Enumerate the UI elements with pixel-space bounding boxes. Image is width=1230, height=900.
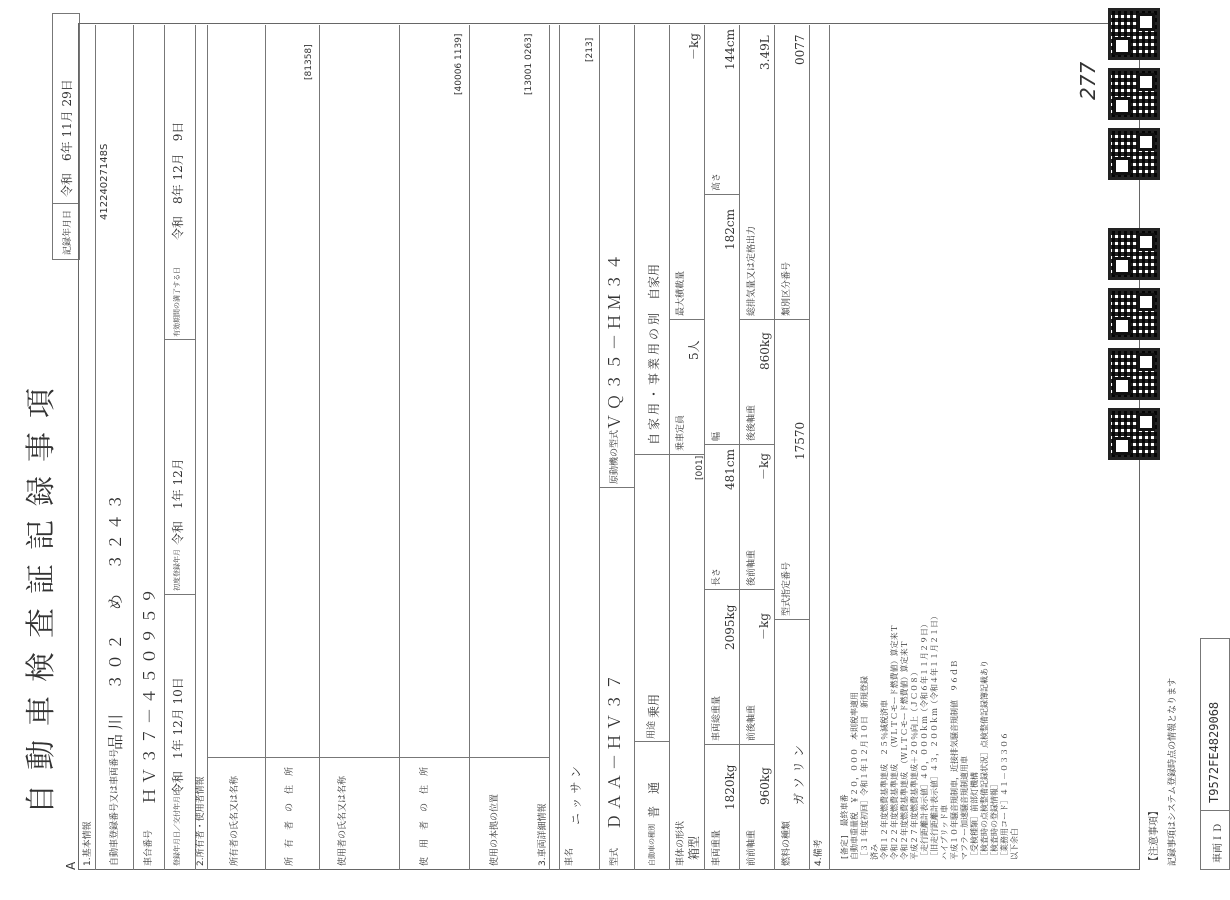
displacement-label: 総排気量又は定格出力 xyxy=(747,225,757,316)
capacity-value: 5人 xyxy=(687,340,701,360)
model-value: ＤＡＡ－ＨＶ３７ xyxy=(605,669,624,830)
user-address-code: [40006 1139] xyxy=(454,33,464,95)
front-rear-axle-value: －kg xyxy=(757,613,771,640)
notes-title: 【注意事項】 xyxy=(1149,806,1160,866)
base-location-label: 使用の本拠の位置 xyxy=(490,793,500,866)
remarks-line: マフラー加速騒音規制適用車 xyxy=(960,756,969,860)
body-code: [001] xyxy=(695,455,705,480)
record-date-value: 令和 6年 11月 29日 xyxy=(60,79,74,197)
remarks-line: 令和１２年度燃費基準達成 ２５％減税済車 xyxy=(880,700,889,860)
vehicle-id-label: 車両ＩＤ xyxy=(1213,823,1224,863)
maker-code: [213] xyxy=(585,37,595,62)
remarks-line: ハイブリッド車 xyxy=(940,804,949,860)
max-load-value: －kg xyxy=(687,33,701,60)
capacity-label: 乗車定員 xyxy=(676,414,686,451)
rear-front-axle-label: 後前軸重 xyxy=(747,549,757,586)
front-rear-axle-label: 前後軸重 xyxy=(747,704,757,741)
vehicle-id-value: T9572FE4829068 xyxy=(1207,701,1221,803)
kind-value: 普 通 xyxy=(647,781,661,818)
max-load-label: 最大積載量 xyxy=(676,270,686,316)
qr-code xyxy=(1108,228,1160,280)
remarks-line: ［旧走行距離計表示値］４３，２００ｋｍ（令和４年１１月２１日） xyxy=(930,612,939,860)
first-month-label: 初度登録年月 xyxy=(173,549,181,591)
use-label: 用途 xyxy=(647,720,657,739)
remarks-line: ［３１年度初回］令和１年１２月１０日 新規登録 xyxy=(860,676,869,860)
owner-code: [81358] xyxy=(304,44,314,80)
height-label: 高さ xyxy=(712,172,722,191)
rear-front-axle-value: －kg xyxy=(757,453,771,480)
remarks-text xyxy=(840,612,1020,860)
remarks-line: 以下余白 xyxy=(1010,828,1019,860)
qr-code xyxy=(1108,8,1160,60)
use-value: 乗用 xyxy=(647,693,661,718)
section-owner-title: 2.所有者・使用者情報 xyxy=(196,776,206,866)
chassis-number-value: ＨＶ３７－４５０９５９ xyxy=(140,583,159,804)
body-value: 箱型 xyxy=(687,835,701,860)
gross-weight-label: 車両総重量 xyxy=(712,695,722,741)
remarks-line: ［検査時の点検整備記録状況］点検整備記録簿記載あり xyxy=(980,660,989,860)
model-label: 型式 xyxy=(610,847,620,866)
maker-label: 車名 xyxy=(565,847,575,866)
weight-value: 1820kg xyxy=(723,764,737,810)
reg-number-label: 自動車登録番号又は車両番号 xyxy=(110,748,120,866)
biz-label: 自家用・事業用の別 xyxy=(647,309,661,445)
reg-number-value: 品川 ３０２ め ３２４３ xyxy=(106,489,125,750)
length-label: 長さ xyxy=(712,567,722,586)
fuel-label: 燃料の種類 xyxy=(782,820,792,866)
front-front-axle-label: 前前軸重 xyxy=(747,829,757,866)
remarks-line: 令和２２年度燃費基準達成 （ＷＬＴＣモード燃費値）算定来Ｔ xyxy=(890,624,899,860)
qr-code xyxy=(1108,348,1160,400)
section-basic-title: 1.基本情報 xyxy=(83,821,93,866)
height-value: 144cm xyxy=(723,28,737,70)
first-reg-label: 登録年月日／交付年月日 xyxy=(173,789,181,866)
rear-rear-axle-value: 860kg xyxy=(758,332,772,370)
type-number-label: 型式指定番号 xyxy=(782,561,792,616)
chassis-number-label: 車台番号 xyxy=(144,829,154,866)
document-title: 自動車検査証記録事項 xyxy=(24,374,59,814)
body-label: 車体の形状 xyxy=(676,820,686,866)
owner-address-label: 所 有 者 の 住 所 xyxy=(285,766,295,866)
width-value: 182cm xyxy=(723,208,737,250)
class-number-value: 0077 xyxy=(793,34,807,65)
maker-value: ニッサン xyxy=(569,762,583,825)
user-address-label: 使 用 者 の 住 所 xyxy=(420,766,430,866)
class-number-label: 類別区分番号 xyxy=(782,261,792,316)
displacement-value: 3.49L xyxy=(758,35,772,70)
biz-value: 自家用 xyxy=(647,263,661,300)
type-number-value: 17570 xyxy=(793,421,807,460)
remarks-line: 済み xyxy=(870,844,879,860)
first-month-value: 令和 1年 12月 xyxy=(171,458,185,545)
remarks-line: ［走行距離計表示値］４０，０００ｋｍ（令和６年１１月２９日） xyxy=(920,620,929,860)
owner-name-label: 所有者の氏名又は名称 xyxy=(230,775,240,866)
kind-label: 自動車の種別 xyxy=(648,824,656,866)
front-front-axle-value: 960kg xyxy=(758,767,772,805)
document-number: 41224027148S xyxy=(99,143,110,220)
remarks-line: 自動車重量税 ￥２０，０００ 本則税率適用 xyxy=(850,692,859,860)
expiry-label: 有効期間の満了する日 xyxy=(173,267,181,337)
record-date-box xyxy=(52,13,80,260)
length-value: 481cm xyxy=(723,448,737,490)
remarks-line: ［受検種類］前部灯機構 xyxy=(970,772,979,860)
remarks-line: ［業務用コード］４１－０３３０６ xyxy=(1000,732,1009,860)
expiry-value: 令和 8年 12月 9日 xyxy=(171,121,185,240)
section-remarks-title: 4.備考 xyxy=(814,839,824,866)
qr-code xyxy=(1108,128,1160,180)
qr-code xyxy=(1108,288,1160,340)
first-reg-value: 令和 1年 12月 10日 xyxy=(171,677,185,795)
section-vehicle-title: 3.車両詳細情報 xyxy=(538,803,548,866)
width-label: 幅 xyxy=(712,431,722,441)
base-location-code: [13001 0263] xyxy=(524,33,534,95)
engine-value: ＶＱ３５－ＨＭ３４ xyxy=(605,249,624,430)
qr-code xyxy=(1108,68,1160,120)
vehicle-id-box xyxy=(1200,638,1230,870)
qr-code xyxy=(1108,408,1160,460)
handwritten-number: 277 xyxy=(1076,61,1100,100)
user-name-label: 使用者の氏名又は名称 xyxy=(338,775,348,866)
engine-label: 原動機の型式 xyxy=(610,429,620,484)
remarks-line: 令和２年度燃費基準達成 （ＷＬＴＣモード燃費値）算定来Ｔ xyxy=(900,640,909,860)
weight-label: 車両重量 xyxy=(712,829,722,866)
rear-rear-axle-label: 後後軸重 xyxy=(747,404,757,441)
notes-body: 記録事項はシステム登録時点の情報となります xyxy=(1168,677,1178,866)
gross-weight-value: 2095kg xyxy=(723,604,737,650)
form-mark: A xyxy=(64,861,78,870)
remarks-line: [备定] 最終車番 xyxy=(840,794,849,860)
fuel-value: ガソリン xyxy=(792,740,806,805)
remarks-line: 平成２７年度燃費基準達成＋２０％向上（ＪＣ０８） xyxy=(910,668,919,860)
remarks-line: ［検査時の登録情報］ xyxy=(990,780,999,860)
remarks-line: 平成１０年騒音規制車，近接排気騒音規制値 ９６ｄＢ xyxy=(950,660,959,860)
record-date-label: 記録年月日 xyxy=(63,209,73,255)
